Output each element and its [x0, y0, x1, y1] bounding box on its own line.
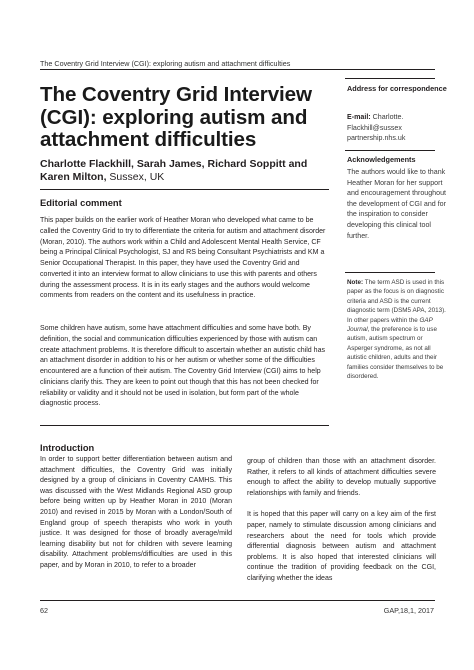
- editorial-top-rule: [40, 189, 329, 190]
- editorial-paragraph: This paper builds on the earlier work of Heather Moran who developed what came to be called the Coventry Grid to try to differentiate the criteria for autism and attachment disorder (Moran, 2010). The authors work within a Child and Adolescent Mental Health Service, CF being a Principal Clinical Psychologist, SJ and RS being Consultant Psychiatrists and KM a Senior Occupational Therapist. In this paper, they have used the Coventry Grid and converted it into an interview format to allow clinicians to use this with parents and others during the assessment process. It is in its early stages and the authors would welcome comments from readers on the content and its usefulness in practice.: [40, 217, 326, 300]
- header-rule: [40, 69, 435, 70]
- editorial-paragraph: Some children have autism, some have attachment difficulties and some have both. By definition, the social and communication difficulties experienced by those with autism can create attachment problems. It is therefore difficult to ascertain whether an autistic child has an attachment disorder in addition to his or her autism or whether some of the difficulties encountered are a function of their autism. The Coventry Grid Interview (CGI) aims to help clinicians clarify this. They are keen to point out though that this has not been checked for reliability or validity and it should not be used in isolation, but form part of the whole diagnostic process.: [40, 325, 326, 408]
- introduction-column-left: In order to support better differentiation between autism and attachment difficulties, the Coventry Grid was initially designed by a group of clinicians in Coventry CAMHS. This was discussed with the West Midlands Regional ASD group before being written up by Heather Moran in 2010 (Moran 2010) and revised in 2015 by Moran with a London/South of England group of speech therapists who work in youth justice. It was designed for those of broadly average/mild learning disability but not for children with severe learning disability. Attachment problems/difficulties are used in this paper, and by Moran in 2010, to refer to a broader: [40, 456, 232, 569]
- editorial-bottom-rule: [40, 425, 329, 426]
- note-label: Note:: [347, 279, 364, 286]
- introduction-paragraph: It is hoped that this paper will carry on a key aim of the first paper, namely to stimulate discussion among clinicians and researchers about the need for tools which provide differential diagnosis between autism and attachment problems. It is also hoped that interested clinicians will continue the tradition of providing feedback on the CGI, clarifying whether the ideas: [247, 511, 436, 582]
- introduction-column-right: [247, 457, 436, 596]
- author-line: [40, 158, 325, 183]
- terminology-note: [347, 278, 447, 381]
- acknowledgements-text: The authors would like to thank Heather Moran for her support and encouragement throughout the development of CGI and for the inspiration to consider developing this clinical tool further.: [347, 168, 446, 240]
- author-location: Sussex, UK: [106, 170, 165, 183]
- note-text: , the preference is to use autism, autism spectrum or Asperger syndrome, as not all autistic children, adults and their families consider themselves to be disordered.: [347, 326, 444, 381]
- correspondence-email: [347, 112, 447, 144]
- journal-citation: GAP,18,1, 2017: [383, 606, 434, 615]
- editorial-heading: Editorial comment: [40, 197, 122, 208]
- journal-name: GAP Journal: [347, 316, 433, 334]
- author-names: Charlotte Flackhill, Sarah James, Richard Soppitt and Karen Milton,: [40, 158, 308, 183]
- acknowledgements-heading: Acknowledgements: [347, 155, 416, 164]
- footer-rule: [40, 600, 435, 601]
- running-head: The Coventry Grid Interview (CGI): exploring autism and attachment difficulties: [40, 59, 291, 68]
- sidebar-rule: [345, 150, 435, 151]
- correspondence-heading: Address for correspondence: [347, 84, 447, 93]
- introduction-paragraph: group of children than those with an attachment disorder. Rather, it refers to all kinds of attachment difficulties severe enough to affect the ability to develop mutually supportive relationships with family and friends.: [247, 458, 436, 497]
- email-address[interactable]: Charlotte. Flackhill@sussex partnership.nhs.uk: [347, 113, 406, 143]
- sidebar-rule: [345, 272, 435, 273]
- introduction-heading: Introduction: [40, 443, 95, 453]
- note-text: The term ASD is used in this paper as the focus is on diagnostic criteria and ASD is the current diagnostic term (DSM5 APA, 2013). In other papers within the: [347, 279, 446, 324]
- article-title: The Coventry Grid Interview (CGI): exploring autism and attachment difficulties: [40, 83, 312, 151]
- email-label: E-mail:: [347, 113, 371, 121]
- page-number: 62: [40, 606, 48, 615]
- sidebar-top-rule: [345, 78, 435, 79]
